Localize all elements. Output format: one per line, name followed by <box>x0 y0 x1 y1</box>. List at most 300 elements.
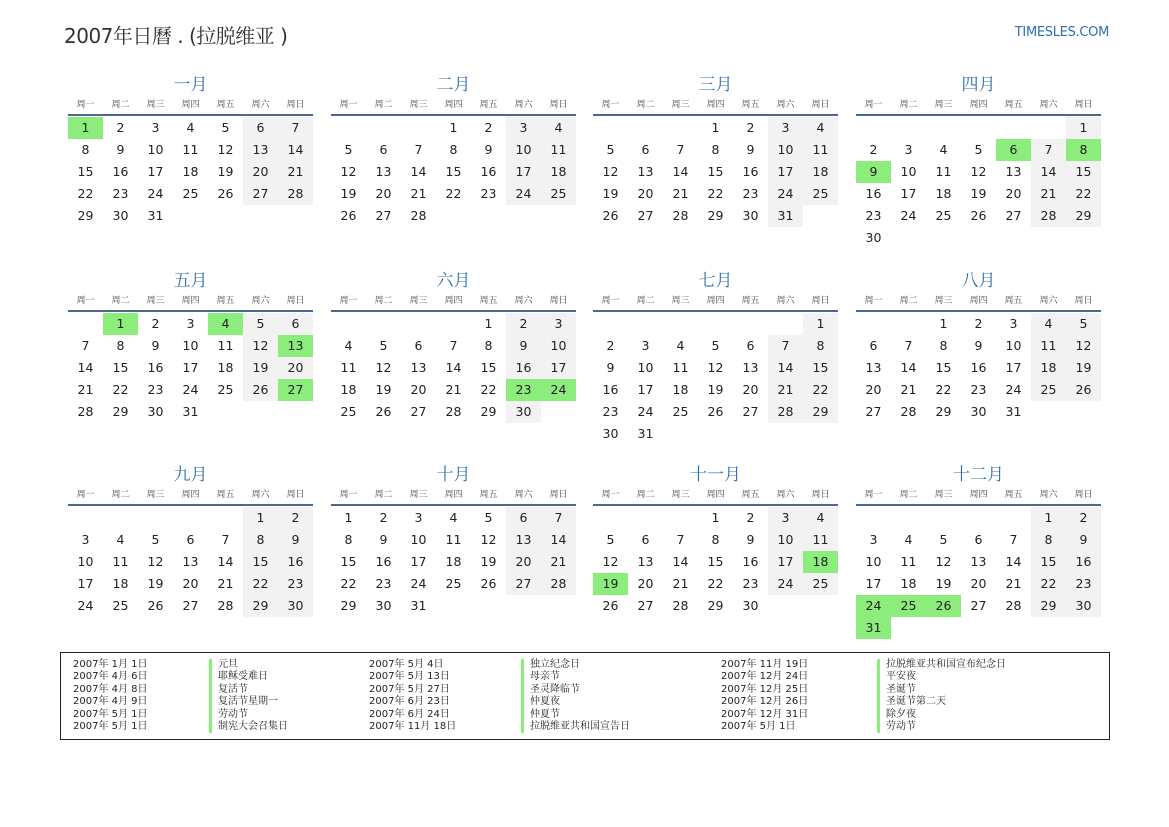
month-name: 四月 <box>961 75 996 95</box>
day-cell: 14 <box>1005 554 1022 569</box>
holiday-dates-col-3 <box>721 659 808 733</box>
weekday-label: 周五 <box>1004 296 1023 306</box>
day-cell: 5 <box>1066 313 1101 335</box>
weekday-header <box>331 486 576 506</box>
day-cell: 29 <box>243 595 278 617</box>
day-cell: 3 <box>151 120 160 135</box>
day-cell: 26 <box>480 576 497 591</box>
day-cell: 12 <box>217 142 234 157</box>
day-cell: 11 <box>340 360 357 375</box>
day-cell: 1 <box>803 313 838 335</box>
day-cell: 27 <box>243 183 278 205</box>
holiday-day-cell: 13 <box>278 335 313 357</box>
weekday-label: 周三 <box>146 100 165 110</box>
day-cell: 3 <box>1009 316 1018 331</box>
weekday-label: 周三 <box>146 296 165 306</box>
day-cell: 28 <box>672 208 689 223</box>
empty-cell <box>663 117 698 139</box>
weekday-label: 周四 <box>706 100 725 110</box>
empty-cell <box>208 507 243 529</box>
weekday-header <box>593 486 838 506</box>
empty-cell <box>926 117 961 139</box>
day-cell: 10 <box>768 529 803 551</box>
holiday-name: 耶稣受难日 <box>209 671 288 683</box>
day-cell: 7 <box>1009 532 1018 547</box>
day-cell: 16 <box>742 164 759 179</box>
weekday-label: 周日 <box>1074 100 1093 110</box>
holiday-names-col-1 <box>209 659 288 733</box>
day-cell: 30 <box>970 404 987 419</box>
day-cell: 23 <box>375 576 392 591</box>
day-cell: 9 <box>606 360 615 375</box>
weekday-label: 周一 <box>864 100 883 110</box>
days-grid <box>856 507 1101 639</box>
holiday-day-cell: 9 <box>856 161 891 183</box>
day-cell: 7 <box>278 117 313 139</box>
day-cell: 28 <box>278 183 313 205</box>
day-cell: 28 <box>77 404 94 419</box>
day-cell: 29 <box>935 404 952 419</box>
day-cell: 22 <box>803 379 838 401</box>
weekday-label: 周一 <box>339 100 358 110</box>
day-cell: 28 <box>672 598 689 613</box>
day-cell: 31 <box>182 404 199 419</box>
day-cell: 14 <box>445 360 462 375</box>
day-cell: 20 <box>970 576 987 591</box>
day-cell: 27 <box>410 404 427 419</box>
day-cell: 24 <box>410 576 427 591</box>
day-cell: 27 <box>742 404 759 419</box>
day-cell: 18 <box>217 360 234 375</box>
day-cell: 14 <box>672 164 689 179</box>
empty-cell <box>593 117 628 139</box>
day-cell: 1 <box>344 510 353 525</box>
day-cell: 1 <box>711 510 720 525</box>
day-cell: 14 <box>768 357 803 379</box>
day-cell: 3 <box>506 117 541 139</box>
holiday-day-cell: 25 <box>891 595 926 617</box>
day-cell: 14 <box>1031 161 1066 183</box>
weekday-label: 周一 <box>601 490 620 500</box>
weekday-label: 周六 <box>776 100 795 110</box>
day-cell: 16 <box>480 164 497 179</box>
weekday-label: 周日 <box>811 296 830 306</box>
weekday-label: 周六 <box>514 296 533 306</box>
day-cell: 26 <box>602 598 619 613</box>
day-cell: 18 <box>112 576 129 591</box>
holiday-names-col-2 <box>521 659 630 733</box>
day-cell: 17 <box>541 357 576 379</box>
day-cell: 29 <box>112 404 129 419</box>
day-cell: 11 <box>803 529 838 551</box>
weekday-label: 周五 <box>741 100 760 110</box>
weekday-header <box>68 96 313 116</box>
day-cell: 21 <box>672 186 689 201</box>
empty-cell <box>173 507 208 529</box>
weekday-header <box>593 96 838 116</box>
holiday-date: 2007年 5月 27日 <box>369 683 450 695</box>
day-cell: 26 <box>147 598 164 613</box>
holiday-name: 拉脱维亚共和国宣布纪念日 <box>877 659 1006 671</box>
weekday-label: 周二 <box>374 296 393 306</box>
weekday-label: 周日 <box>811 490 830 500</box>
day-cell: 9 <box>974 338 983 353</box>
day-cell: 22 <box>1066 183 1101 205</box>
day-cell: 17 <box>410 554 427 569</box>
weekday-header <box>68 292 313 312</box>
days-grid <box>331 507 576 617</box>
day-cell: 17 <box>77 576 94 591</box>
day-cell: 18 <box>935 186 952 201</box>
day-cell: 13 <box>243 139 278 161</box>
day-cell: 4 <box>449 510 458 525</box>
day-cell: 11 <box>541 139 576 161</box>
day-cell: 17 <box>768 161 803 183</box>
day-cell: 24 <box>77 598 94 613</box>
days-grid <box>856 117 1101 249</box>
day-cell: 30 <box>506 401 541 423</box>
day-cell: 19 <box>340 186 357 201</box>
weekday-label: 周一 <box>76 490 95 500</box>
empty-cell <box>1031 117 1066 139</box>
day-cell: 1 <box>449 120 458 135</box>
day-cell: 30 <box>375 598 392 613</box>
day-cell: 7 <box>904 338 913 353</box>
day-cell: 16 <box>970 360 987 375</box>
empty-cell <box>856 507 891 529</box>
holiday-date: 2007年 5月 13日 <box>369 671 450 683</box>
day-cell: 26 <box>1066 379 1101 401</box>
day-cell: 20 <box>375 186 392 201</box>
day-cell: 27 <box>506 573 541 595</box>
day-cell: 12 <box>970 164 987 179</box>
day-cell: 10 <box>77 554 94 569</box>
day-cell: 19 <box>707 382 724 397</box>
day-cell: 22 <box>340 576 357 591</box>
day-cell: 20 <box>865 382 882 397</box>
day-cell: 25 <box>445 576 462 591</box>
holiday-day-cell: 27 <box>278 379 313 401</box>
day-cell: 21 <box>768 379 803 401</box>
day-cell: 5 <box>711 338 720 353</box>
day-cell: 7 <box>676 142 685 157</box>
day-cell: 10 <box>147 142 164 157</box>
day-cell: 13 <box>506 529 541 551</box>
day-cell: 3 <box>81 532 90 547</box>
weekday-label: 周六 <box>776 490 795 500</box>
day-cell: 22 <box>707 186 724 201</box>
weekday-label: 周五 <box>216 100 235 110</box>
day-cell: 7 <box>768 335 803 357</box>
day-cell: 1 <box>484 316 493 331</box>
days-grid <box>593 313 838 445</box>
empty-cell <box>698 313 733 335</box>
day-cell: 24 <box>182 382 199 397</box>
day-cell: 28 <box>900 404 917 419</box>
month-name: 五月 <box>173 271 208 291</box>
day-cell: 19 <box>147 576 164 591</box>
weekday-label: 周四 <box>181 296 200 306</box>
day-cell: 2 <box>746 510 755 525</box>
day-cell: 17 <box>506 161 541 183</box>
weekday-label: 周四 <box>444 296 463 306</box>
weekday-label: 周日 <box>549 490 568 500</box>
day-cell: 5 <box>606 142 615 157</box>
day-cell: 11 <box>672 360 689 375</box>
day-cell: 4 <box>803 117 838 139</box>
day-cell: 2 <box>116 120 125 135</box>
weekday-label: 周二 <box>636 100 655 110</box>
day-cell: 8 <box>803 335 838 357</box>
day-cell: 6 <box>379 142 388 157</box>
empty-cell <box>926 507 961 529</box>
day-cell: 19 <box>243 357 278 379</box>
day-cell: 23 <box>602 404 619 419</box>
weekday-label: 周六 <box>1039 296 1058 306</box>
empty-cell <box>68 507 103 529</box>
weekday-label: 周三 <box>934 490 953 500</box>
weekday-label: 周一 <box>76 296 95 306</box>
holiday-date: 2007年 4月 8日 <box>73 683 148 695</box>
weekday-label: 周二 <box>899 296 918 306</box>
day-cell: 12 <box>935 554 952 569</box>
day-cell: 20 <box>182 576 199 591</box>
day-cell: 28 <box>541 573 576 595</box>
day-cell: 13 <box>410 360 427 375</box>
day-cell: 19 <box>217 164 234 179</box>
empty-cell <box>663 507 698 529</box>
empty-cell <box>331 313 366 335</box>
holiday-name: 除夕夜 <box>877 709 1006 721</box>
holiday-day-cell: 24 <box>541 379 576 401</box>
day-cell: 27 <box>970 598 987 613</box>
day-cell: 23 <box>480 186 497 201</box>
day-cell: 3 <box>869 532 878 547</box>
weekday-label: 周四 <box>181 490 200 500</box>
month-10 <box>331 464 576 617</box>
days-grid <box>593 117 838 227</box>
day-cell: 25 <box>112 598 129 613</box>
day-cell: 28 <box>768 401 803 423</box>
day-cell: 22 <box>707 576 724 591</box>
day-cell: 12 <box>375 360 392 375</box>
weekday-label: 周五 <box>216 490 235 500</box>
holiday-date: 2007年 12月 26日 <box>721 696 809 708</box>
holiday-name: 平安夜 <box>877 671 1006 683</box>
day-cell: 24 <box>768 183 803 205</box>
day-cell: 15 <box>243 551 278 573</box>
weekday-label: 周日 <box>1074 296 1093 306</box>
day-cell: 10 <box>637 360 654 375</box>
day-cell: 6 <box>746 338 755 353</box>
weekday-label: 周五 <box>1004 100 1023 110</box>
day-cell: 1 <box>243 507 278 529</box>
day-cell: 5 <box>344 142 353 157</box>
holiday-date: 2007年 1月 1日 <box>73 659 148 670</box>
day-cell: 23 <box>147 382 164 397</box>
day-cell: 30 <box>112 208 129 223</box>
day-cell: 9 <box>278 529 313 551</box>
day-cell: 1 <box>711 120 720 135</box>
day-cell: 23 <box>970 382 987 397</box>
day-cell: 15 <box>445 164 462 179</box>
day-cell: 21 <box>541 551 576 573</box>
weekday-label: 周日 <box>549 100 568 110</box>
day-cell: 2 <box>1066 507 1101 529</box>
day-cell: 19 <box>970 186 987 201</box>
empty-cell <box>138 507 173 529</box>
holiday-date: 2007年 4月 9日 <box>73 696 148 708</box>
weekday-label: 周五 <box>216 296 235 306</box>
day-cell: 4 <box>904 532 913 547</box>
days-grid <box>331 313 576 423</box>
weekday-label: 周二 <box>111 490 130 500</box>
holiday-name: 复活节 <box>209 684 288 696</box>
day-cell: 27 <box>1005 208 1022 223</box>
day-cell: 23 <box>742 186 759 201</box>
day-cell: 7 <box>81 338 90 353</box>
empty-cell <box>436 313 471 335</box>
holiday-date: 2007年 6月 23日 <box>369 696 450 708</box>
day-cell: 18 <box>340 382 357 397</box>
weekday-label: 周日 <box>286 490 305 500</box>
holiday-day-cell: 8 <box>1066 139 1101 161</box>
day-cell: 10 <box>506 139 541 161</box>
day-cell: 13 <box>637 554 654 569</box>
holiday-date: 2007年 5月 1日 <box>73 708 148 720</box>
weekday-header <box>331 96 576 116</box>
day-cell: 8 <box>711 532 720 547</box>
month-name: 十二月 <box>953 465 1004 485</box>
day-cell: 4 <box>541 117 576 139</box>
day-cell: 11 <box>217 338 234 353</box>
day-cell: 29 <box>803 401 838 423</box>
weekday-label: 周六 <box>514 100 533 110</box>
holiday-name: 仲夏节 <box>521 709 630 721</box>
day-cell: 30 <box>742 598 759 613</box>
empty-cell <box>593 507 628 529</box>
day-cell: 20 <box>742 382 759 397</box>
empty-cell <box>733 313 768 335</box>
holiday-date: 2007年 12月 31日 <box>721 708 809 720</box>
day-cell: 30 <box>1066 595 1101 617</box>
day-cell: 6 <box>641 532 650 547</box>
day-cell: 6 <box>641 142 650 157</box>
day-cell: 28 <box>217 598 234 613</box>
weekday-label: 周五 <box>741 490 760 500</box>
weekday-label: 周五 <box>741 296 760 306</box>
day-cell: 21 <box>77 382 94 397</box>
day-cell: 24 <box>637 404 654 419</box>
weekday-label: 周一 <box>339 490 358 500</box>
weekday-label: 周一 <box>339 296 358 306</box>
day-cell: 2 <box>151 316 160 331</box>
day-cell: 11 <box>900 554 917 569</box>
weekday-label: 周六 <box>251 296 270 306</box>
day-cell: 14 <box>672 554 689 569</box>
day-cell: 21 <box>278 161 313 183</box>
day-cell: 3 <box>768 117 803 139</box>
weekday-label: 周三 <box>409 100 428 110</box>
day-cell: 12 <box>602 164 619 179</box>
day-cell: 25 <box>935 208 952 223</box>
day-cell: 23 <box>742 576 759 591</box>
day-cell: 12 <box>602 554 619 569</box>
day-cell: 31 <box>147 208 164 223</box>
day-cell: 9 <box>746 142 755 157</box>
weekday-label: 周五 <box>1004 490 1023 500</box>
day-cell: 6 <box>974 532 983 547</box>
day-cell: 12 <box>480 532 497 547</box>
day-cell: 5 <box>243 313 278 335</box>
weekday-label: 周二 <box>899 490 918 500</box>
day-cell: 28 <box>410 208 427 223</box>
day-cell: 27 <box>865 404 882 419</box>
holiday-name: 复活节星期一 <box>209 696 288 708</box>
day-cell: 30 <box>865 230 882 245</box>
day-cell: 13 <box>970 554 987 569</box>
day-cell: 7 <box>449 338 458 353</box>
month-5 <box>68 270 313 423</box>
day-cell: 3 <box>904 142 913 157</box>
day-cell: 5 <box>939 532 948 547</box>
empty-cell <box>996 507 1031 529</box>
day-cell: 8 <box>939 338 948 353</box>
day-cell: 2 <box>974 316 983 331</box>
day-cell: 15 <box>707 554 724 569</box>
day-cell: 20 <box>637 186 654 201</box>
day-cell: 10 <box>900 164 917 179</box>
day-cell: 6 <box>278 313 313 335</box>
day-cell: 10 <box>410 532 427 547</box>
day-cell: 8 <box>81 142 90 157</box>
day-cell: 23 <box>865 208 882 223</box>
day-cell: 30 <box>147 404 164 419</box>
site-link[interactable]: TIMESLES.COM <box>1014 25 1109 40</box>
empty-cell <box>891 117 926 139</box>
day-cell: 4 <box>116 532 125 547</box>
day-cell: 16 <box>375 554 392 569</box>
day-cell: 8 <box>711 142 720 157</box>
day-cell: 15 <box>935 360 952 375</box>
weekday-label: 周六 <box>514 490 533 500</box>
day-cell: 15 <box>1066 161 1101 183</box>
weekday-header <box>856 486 1101 506</box>
day-cell: 23 <box>278 573 313 595</box>
day-cell: 30 <box>742 208 759 223</box>
day-cell: 7 <box>676 532 685 547</box>
day-cell: 27 <box>637 598 654 613</box>
day-cell: 14 <box>900 360 917 375</box>
day-cell: 27 <box>182 598 199 613</box>
day-cell: 16 <box>506 357 541 379</box>
day-cell: 19 <box>375 382 392 397</box>
day-cell: 22 <box>445 186 462 201</box>
weekday-label: 周二 <box>899 100 918 110</box>
holiday-day-cell: 31 <box>856 617 891 639</box>
day-cell: 2 <box>606 338 615 353</box>
weekday-label: 周一 <box>864 490 883 500</box>
weekday-label: 周二 <box>374 490 393 500</box>
weekday-label: 周一 <box>864 296 883 306</box>
weekday-label: 周六 <box>1039 490 1058 500</box>
holiday-day-cell: 18 <box>803 551 838 573</box>
empty-cell <box>628 117 663 139</box>
days-grid <box>593 507 838 617</box>
day-cell: 26 <box>217 186 234 201</box>
weekday-label: 周二 <box>374 100 393 110</box>
day-cell: 23 <box>112 186 129 201</box>
